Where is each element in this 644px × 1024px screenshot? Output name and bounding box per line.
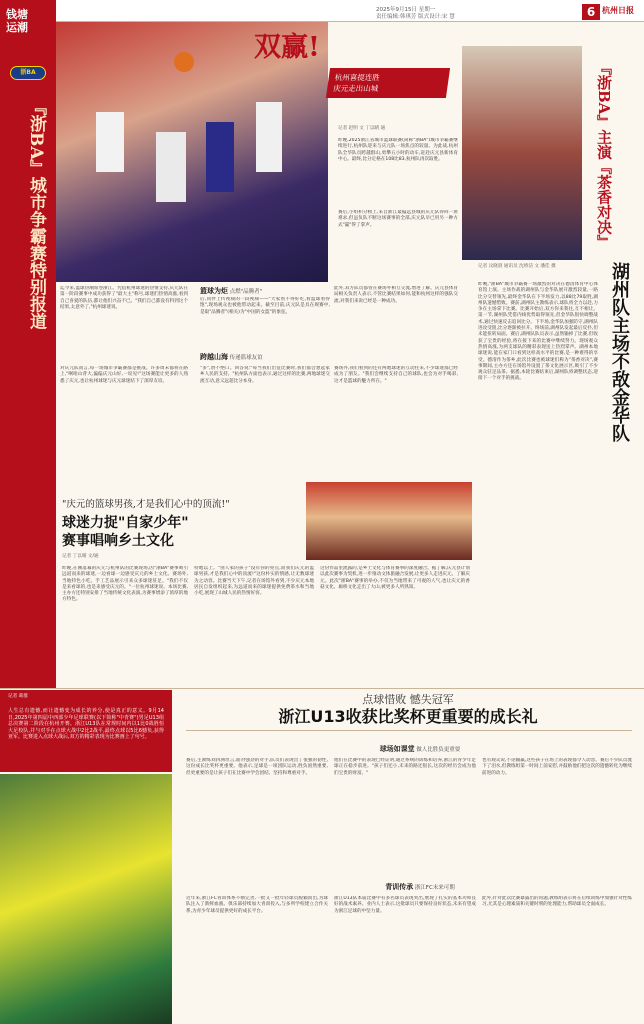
u13-football-photo bbox=[0, 774, 172, 1024]
u13-section-1-title: 球场如课堂 bbox=[379, 745, 415, 753]
u13-column-6: 此外,针对此次比赛暴露出的问题,教练组表示将在后续训练中加强针对性练习,尤其是心理素质和关键时刻的处理能力,帮助球员全面成长。 bbox=[482, 896, 632, 908]
masthead-logo: 杭州日报 bbox=[602, 5, 634, 15]
ribbon-line-1: 杭州喜提连胜 bbox=[334, 73, 381, 82]
culture-byline: 记者 丁以晴 文/通 bbox=[62, 554, 99, 559]
u13-column-5: 浙江U13队本届比赛中有多名球员表现突出,展现了扎实的基本功和良好的战术素养。业内人士表示,这批球员只要保持良好状态,未来有望成为浙江足球的中坚力量。 bbox=[334, 896, 476, 914]
section-1-subtitle: 点燃"品腾者" bbox=[229, 289, 263, 295]
lead-paragraph-2: 赛后,小组积分榜上,来自浙江最偏远县城的庆元队得回一席难求,但虽负队不断这场赛事的全部,庆元队早已用另一种方式"赢"得了掌声。 bbox=[338, 210, 458, 228]
ribbon-line-2: 庆元走出山城 bbox=[332, 84, 379, 93]
u13-title-rule bbox=[186, 730, 632, 731]
sidebar-report-title: 『浙BA』城市争霸赛特别报道 bbox=[26, 98, 46, 330]
header-editors: 责任编辑:韩琪芳 版式设计:宋 慧 bbox=[376, 14, 455, 20]
right-story-byline: 记者 汶晓晨 通讯员 沈娇洁 文 潘佳 摄 bbox=[478, 264, 556, 269]
lead-column-1: 迄今来,篮球热潮席卷浙江。凭借杭州球迷的热情支持,庆元队在第一阶段赛事中成功获得了"最大主"称号,球迷们热情高涨,看到自己喜爱的队伍,都让他们兴奋不已。"我们自己都没有料到这个结果,太意外了,"杭州球迷说。 bbox=[60, 286, 188, 310]
culture-column-2: 特地以上。"别人家的孩子"没有你的亮点,而我们庆元的篮球男孩,才是我们心中的顶流!"这份朴实的情感,让无数球迷为之动容。比赛当天下午,记者在场馆外看到,不少庆元本地居民自发组织起来,为远道而来的球迷提供免费茶水和当地小吃,展现了山城人民的热情好客。 bbox=[194, 566, 314, 597]
sidebar-column-name: 钱塘运潮 bbox=[6, 8, 28, 34]
u13-column-2: 他们在比赛中的表现已经证明,通过系统的训练和培养,浙江的青少年足球正在稳步前进。"孩子们还小,未来的路还很长,这次的经历会成为他们宝贵的财富。" bbox=[334, 758, 476, 776]
lead-column-6: 赛场外,我们看到的还有两地球迷的互动往来,不少球迷都已经成为了朋友。"我们会继续支持自己的球队,也会为对手喝彩,这才是篮球的魅力所在。" bbox=[334, 366, 458, 384]
right-story-headline: 湖州队主场不敌金华队 bbox=[609, 262, 630, 442]
zba-logo: 浙BA bbox=[10, 66, 46, 80]
lead-column-4: 对庆元队而言,每一场城市争霸赛都是挑战。许多周末都将在路上,"啊咱山背大,偏偏庆元山好,一说见!"这场赛能让更多的人熟悉了庆元,也让杭州球迷与庆元球迷结下了深厚友谊。 bbox=[60, 366, 188, 384]
u13-kicker: 点球惜败 憾失冠军 bbox=[362, 693, 454, 706]
section-divider bbox=[0, 688, 644, 689]
page-number: 6 bbox=[582, 4, 600, 20]
u13-summary-box: 人生总有遗憾,而让遗憾变为成长的养分,使是真正的意义。9月14日,2025年第四届中西部少年足球联赛(以下简称"中青赛")男足U13组总决赛第二阶段在杭州开赛。浙江U13队在常规时间内以1比0战胜恒大足校队,并与对手在点球大战中2比2战平,最终点球以5比6憾负,获得亚军。比赛进入点球大战后,双方的精彩表现为比赛画上了句号。 bbox=[0, 690, 172, 772]
right-story-body: 昨晚,"浙BA"城市争霸赛一场激烈的对决在德清体育中心体育馆上演。主场作战的湖州队与金华队展开激烈较量,一路比分交替领先,最终金华队在下半场发力,以88比79取胜,湖州队遗憾惜败。赛前,湖州队主教练表示,球队将全力以赴,力争在主场拿下比赛。比赛开始后,双方你来我往,互不相让。第一节,湖州队凭借内线优势取得领先,但金华队很快调整战术,通过快速反击追回比分。下半场,金华队加强防守,湖州队进攻受阻,比分逐渐被拉开。终场前,湖州队发起最后反扑,但未能扭转局面。赛后,湖州队队员表示,虽然输掉了比赛,但收获了宝贵的经验,将在接下来的比赛中继续努力。现场观众热情高涨,为两支球队的精彩表现送上热烈掌声。湖州本地球迷说,能在家门口看到这样高水平的比赛,是一种难得的享受。德清作为茶乡,此次比赛也被球迷们称为"茶香对决",赛事期间,主办方还在场馆外设置了茶文化展示区,吸引了不少观众驻足品茶。据悉,本轮比赛结束后,湖州队将调整状态,迎接下一个对手的挑战。 bbox=[478, 282, 598, 382]
culture-column-1: 昨晚,在刚落幕的庆元与杭州队的比赛现场,因"浙BA"赛事吸引远道而来的球迷,一边看球一边感受庆元的乡土文化。赛场外,当地特色小吃、手工艺品展示引来众多球迷驻足。"我们不仅是来看球的,也是来感受庆元的。"一位杭州球迷说。本场比赛,主办方还特别安排了当地传统文化表演,为赛事增添了浓厚的地方特色。 bbox=[62, 566, 188, 603]
u13-section-1-subtitle: 做人比胜负更重要 bbox=[416, 747, 461, 753]
lead-subtitle-ribbon bbox=[326, 68, 450, 98]
header-date: 2025年9月15日 星期一 bbox=[376, 7, 436, 13]
u13-column-3: 也有观众说,不论输赢,这些孩子在场上的表现都令人动容。赛后不少队员流下了泪水,但教练组第一时间上前安慰,并鼓励他们把这次的遗憾转化为继续前进的动力。 bbox=[482, 758, 632, 776]
section-1-heading bbox=[200, 286, 330, 297]
section-2-heading bbox=[200, 352, 330, 363]
culture-column-3: 这份作品里流露的,是乡土文化与体育赛事的深度融合。据了解,庆元县计划以此次赛事为契机,进一步推动文体旅融合发展,让更多人走进庆元、了解庆元。此次"浙BA"赛事的举办,不仅为当地带来了可观的人气,也让庆元的香菇文化、廊桥文化走出了大山,被更多人所熟知。 bbox=[320, 566, 470, 590]
u13-column-4: 近年来,浙江FC青训体系不断完善,一批又一批年轻球员脱颖而出,为球队注入了新鲜血液。俱乐部持续加大青训投入,与多所学校建立合作关系,为青少年球员提供更好的成长平台。 bbox=[186, 896, 328, 914]
page-header bbox=[0, 0, 644, 22]
huzhou-game-photo bbox=[462, 46, 582, 260]
culture-quote: "庆元的篮球男孩,才是我们心中的顶流!" bbox=[62, 499, 230, 510]
lead-column-2: 后,同伴上传视频的一段视频——"大家看不得好吃,看篮球看得饱",现场观众也被他带动起来。截至目前,庆元队是具在规赛中,是取"品腾者"(相关)为"中国的女篮"的象征。 bbox=[200, 297, 330, 315]
u13-headline: 浙江U13收获比奖杯更重要的成长礼 bbox=[278, 707, 538, 726]
u13-section-2-subtitle: 浙江FC未来可期 bbox=[414, 885, 455, 891]
culture-headline-1: 球迷力捉"自家少年" bbox=[62, 515, 189, 531]
u13-section-2-heading bbox=[330, 882, 510, 893]
lead-headline: 双赢! bbox=[254, 32, 320, 63]
u13-column-1: 赛后,主教练刘四洲坦言,面对强劲的对手,队员们表现出了很强的韧性,这份成长比奖杯更重要。他表示,足球是一项团队运动,胜负固然重要,但更重要的是让孩子们在比赛中学会团结、坚持和尊重对手。 bbox=[186, 758, 328, 776]
lead-paragraph-1: 昨晚,2025浙江省城市篮球联赛(简称"浙BA")城市争霸赛继续进行,杭州队迎来与庆元队一场焦点的较量。为此战,杭州队全华队员跨越群山,勇攀五小时的动车,赶赴庆元县新体育中心。最终,比分定格在108比83,杭州队再次取胜。 bbox=[338, 138, 458, 162]
u13-section-2-title: 青训传承 bbox=[385, 883, 414, 891]
right-story-kicker: 『浙BA』主演『茶香对决』 bbox=[595, 60, 613, 250]
culture-headline-2: 赛事唱响乡土文化 bbox=[62, 533, 174, 549]
cultural-performance-photo bbox=[306, 482, 472, 560]
u13-section-1-heading bbox=[330, 744, 510, 755]
lead-byline: 记者 赵明 文 丁以晴 通 bbox=[338, 126, 386, 131]
lead-column-5: "多",赞不绝口。回答说:"每当我们出征比赛时,我们都会想起家乡人民的支持。"杭州队方面也表示,通过这样的比赛,两地球迷交流互动,意义远超比分本身。 bbox=[200, 366, 330, 384]
u13-byline: 记者 葛群 bbox=[8, 694, 28, 699]
section-2-title: 跨越山海 bbox=[200, 353, 228, 361]
section-2-subtitle: 传递篮球友谊 bbox=[229, 355, 263, 361]
lead-column-3: 此外,双方队员都曾在赛场外相互交流,增进了解。庆元县体育局相关负责人表示,不管比赛结果如何,能和杭州这样的强队交流,对我们来说已经是一种成功。 bbox=[334, 286, 458, 304]
section-1-title: 篮球为炬 bbox=[200, 287, 228, 295]
